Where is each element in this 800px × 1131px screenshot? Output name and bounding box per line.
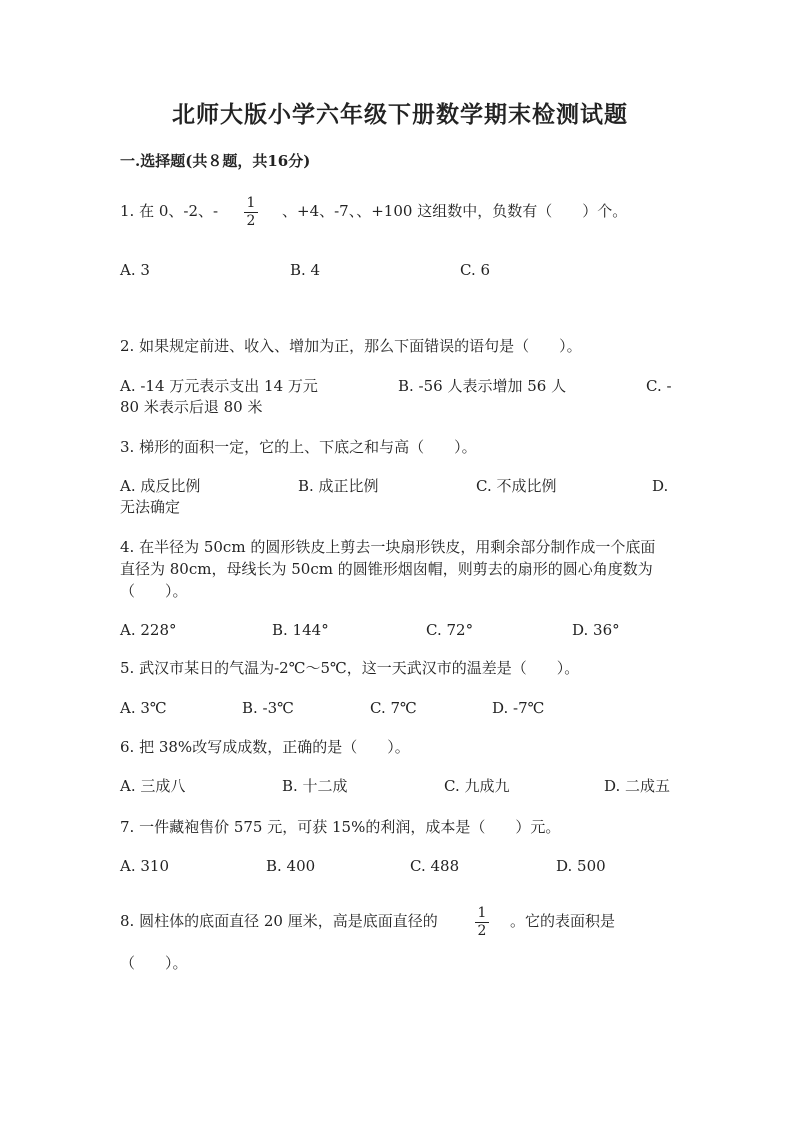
- question-5-option-a[interactable]: A. 3℃: [120, 699, 167, 717]
- question-8-text-end: 。它的表面积是: [510, 912, 616, 930]
- question-6-text: 6. 把 38%改写成成数，正确的是（ ）。: [120, 738, 410, 756]
- page-title: 北师大版小学六年级下册数学期末检测试题: [172, 101, 628, 128]
- question-3-option-c[interactable]: C. 不成比例: [476, 477, 557, 495]
- question-4-line-1: 4. 在半径为 50cm 的圆形铁皮上剪去一块扇形铁皮，用剩余部分制作成一个底面: [120, 538, 656, 556]
- question-5-option-b[interactable]: B. -3℃: [242, 699, 294, 717]
- question-7-text: 7. 一件藏袍售价 575 元，可获 15%的利润，成本是（ ）元。: [120, 818, 561, 836]
- fraction-one-half: [474, 906, 490, 939]
- question-3-text: 3. 梯形的面积一定，它的上、下底之和与高（ ）。: [120, 438, 477, 456]
- question-2-option-c[interactable]: C. -: [646, 377, 672, 395]
- fraction-numerator: 1: [477, 905, 487, 921]
- question-7-option-b[interactable]: B. 400: [266, 857, 316, 875]
- question-4-option-a[interactable]: A. 228°: [120, 621, 177, 639]
- question-4-option-d[interactable]: D. 36°: [572, 621, 620, 639]
- question-4-line-2: 直径为 80cm，母线长为 50cm 的圆锥形烟囱帽，则剪去的扇形的圆心角度数为: [120, 560, 653, 578]
- question-3-option-d-wrap[interactable]: 无法确定: [120, 498, 181, 516]
- question-7-option-c[interactable]: C. 488: [410, 857, 460, 875]
- question-2-option-b[interactable]: B. -56 人表示增加 56 人: [398, 377, 567, 395]
- question-7-option-a[interactable]: A. 310: [120, 857, 169, 875]
- question-2-option-c-wrap[interactable]: 80 米表示后退 80 米: [120, 398, 263, 416]
- fraction-denominator: 2: [246, 213, 256, 229]
- question-5-option-d[interactable]: D. -7℃: [492, 699, 545, 717]
- question-1-option-a[interactable]: A. 3: [120, 261, 150, 279]
- question-6-option-c[interactable]: C. 九成九: [444, 777, 510, 795]
- question-2-text: 2. 如果规定前进、收入、增加为正，那么下面错误的语句是（ ）。: [120, 337, 582, 355]
- question-4-line-3: （ ）。: [120, 582, 188, 600]
- question-5-option-c[interactable]: C. 7℃: [370, 699, 417, 717]
- question-1-option-b[interactable]: B. 4: [290, 261, 321, 279]
- question-8-line-2: （ ）。: [120, 954, 188, 972]
- question-6-option-b[interactable]: B. 十二成: [282, 777, 348, 795]
- question-7-option-d[interactable]: D. 500: [556, 857, 606, 875]
- question-4-option-b[interactable]: B. 144°: [272, 621, 329, 639]
- question-6-option-a[interactable]: A. 三成八: [120, 777, 186, 795]
- fraction-one-half: [243, 196, 259, 229]
- section-heading: 一.选择题(共８题，共16分): [120, 152, 311, 170]
- fraction-denominator: 2: [477, 923, 487, 939]
- question-1-text-end: 、+4、-7、、+100 这组数中，负数有（ ）个。: [282, 202, 628, 220]
- question-4-option-c[interactable]: C. 72°: [426, 621, 474, 639]
- question-8-text-start: 8. 圆柱体的底面直径 20 厘米，高是底面直径的: [120, 912, 438, 930]
- question-2-option-a[interactable]: A. -14 万元表示支出 14 万元: [120, 377, 318, 395]
- question-1-text-start: 1. 在 0、-2、-: [120, 202, 219, 220]
- question-3-option-b[interactable]: B. 成正比例: [298, 477, 379, 495]
- fraction-numerator: 1: [246, 195, 256, 211]
- question-6-option-d[interactable]: D. 二成五: [604, 777, 671, 795]
- question-1-option-c[interactable]: C. 6: [460, 261, 491, 279]
- question-5-text: 5. 武汉市某日的气温为-2℃～5℃，这一天武汉市的温差是（ ）。: [120, 659, 580, 677]
- question-3-option-a[interactable]: A. 成反比例: [120, 477, 201, 495]
- question-3-option-d[interactable]: D.: [652, 477, 669, 495]
